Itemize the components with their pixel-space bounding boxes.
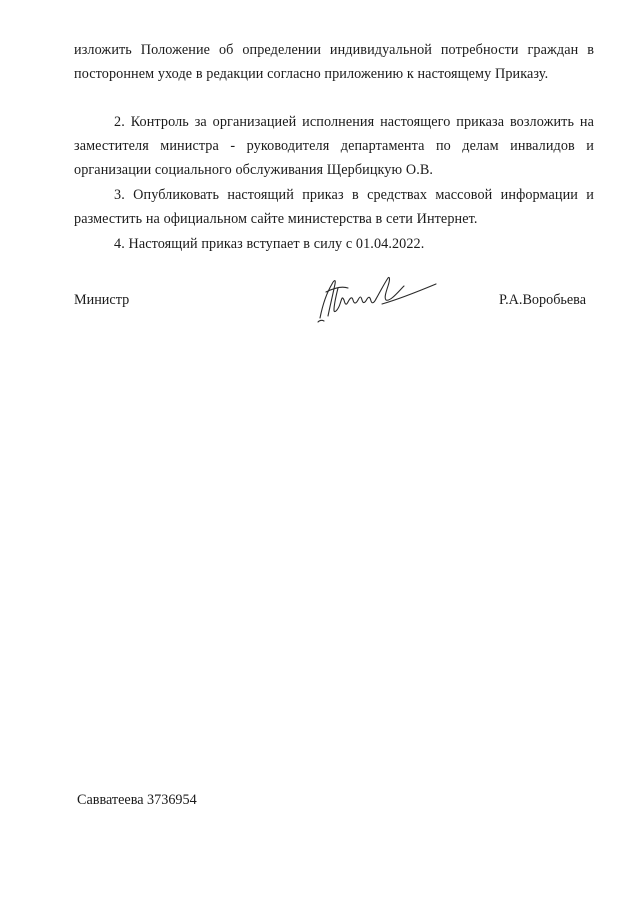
item-3-paragraph: 3. Опубликовать настоящий приказ в средствах массовой информации и разместить на официальном сайте министерства в сети Интернет. — [74, 187, 594, 227]
signatory-title: Министр — [74, 292, 130, 308]
signature-row — [74, 282, 594, 332]
handwritten-signature — [312, 270, 442, 326]
executor-contact: Савватеева 3736954 — [77, 792, 197, 808]
item-4-paragraph: 4. Настоящий приказ вступает в силу с 01.04.2022. — [114, 236, 425, 252]
signatory-name: Р.А.Воробьева — [499, 292, 586, 308]
intro-paragraph: изложить Положение об определении индивидуальной потребности граждан в постороннем уходе в редакции согласно приложению к настоящему Приказу. — [74, 42, 594, 82]
item-2-paragraph: 2. Контроль за организацией исполнения настоящего приказа возложить на заместителя министра - руководителя департамента по делам инвалидов и организации социального обслуживания Щербицкую О.В. — [74, 114, 594, 178]
